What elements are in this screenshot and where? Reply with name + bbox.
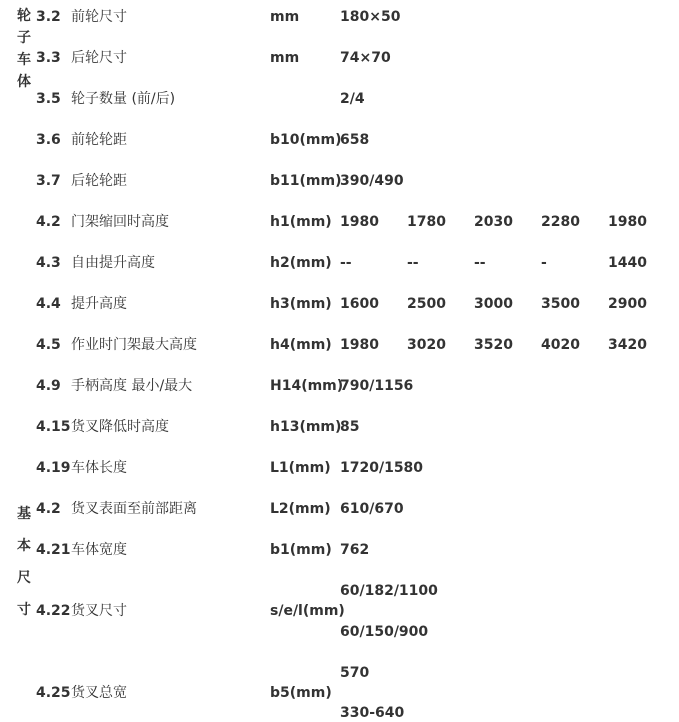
row-unit: b5(mm) xyxy=(270,685,332,701)
row-number: 4.2 xyxy=(36,501,61,517)
row-number: 4.15 xyxy=(36,419,71,435)
row-name: 自由提升高度 xyxy=(71,255,155,271)
row-name: 车体长度 xyxy=(71,460,127,476)
row-value: 1780 xyxy=(407,214,446,230)
row-unit: b11(mm) xyxy=(270,173,342,189)
row-unit: h4(mm) xyxy=(270,337,332,353)
row-name: 作业时门架最大高度 xyxy=(71,337,197,353)
row-value: 610/670 xyxy=(340,501,404,517)
row-number: 3.3 xyxy=(36,50,61,66)
row-name: 货叉尺寸 xyxy=(71,603,127,619)
row-value: -- xyxy=(407,255,419,271)
row-value: 390/490 xyxy=(340,173,404,189)
row-value: 3500 xyxy=(541,296,580,312)
category-char: 尺 xyxy=(17,570,31,586)
row-value: 2030 xyxy=(474,214,513,230)
row-unit: H14(mm) xyxy=(270,378,344,394)
row-value: 570 xyxy=(340,665,370,681)
row-unit: h1(mm) xyxy=(270,214,332,230)
row-value: 85 xyxy=(340,419,360,435)
row-value: 2900 xyxy=(608,296,647,312)
row-value: 3020 xyxy=(407,337,446,353)
row-unit: mm xyxy=(270,50,300,66)
row-value: -- xyxy=(340,255,352,271)
row-name: 前轮轮距 xyxy=(71,132,127,148)
row-name: 货叉降低时高度 xyxy=(71,419,169,435)
row-value: -- xyxy=(474,255,486,271)
row-unit: mm xyxy=(270,9,300,25)
row-name: 车体宽度 xyxy=(71,542,127,558)
row-value: 1720/1580 xyxy=(340,460,424,476)
row-unit: b1(mm) xyxy=(270,542,332,558)
row-unit: L1(mm) xyxy=(270,460,331,476)
category-wheels-body xyxy=(17,9,33,97)
row-value: 1980 xyxy=(340,214,379,230)
row-number: 3.5 xyxy=(36,91,61,107)
row-name: 货叉表面至前部距离 xyxy=(71,501,197,517)
row-number: 4.4 xyxy=(36,296,61,312)
row-value: 1440 xyxy=(608,255,647,271)
row-number: 4.5 xyxy=(36,337,61,353)
row-unit: L2(mm) xyxy=(270,501,331,517)
row-name: 后轮轮距 xyxy=(71,173,127,189)
row-name: 前轮尺寸 xyxy=(71,9,127,25)
row-name: 后轮尺寸 xyxy=(71,50,127,66)
row-value: 3000 xyxy=(474,296,513,312)
row-number: 4.22 xyxy=(36,603,71,619)
category-char: 基 xyxy=(17,506,31,522)
row-value: 790/1156 xyxy=(340,378,414,394)
row-name: 货叉总宽 xyxy=(71,685,127,701)
row-name: 轮子数量 (前/后) xyxy=(71,91,176,107)
row-number: 4.2 xyxy=(36,214,61,230)
row-unit: b10(mm) xyxy=(270,132,342,148)
row-number: 4.19 xyxy=(36,460,71,476)
category-basic-dimensions xyxy=(17,507,33,635)
row-number: 3.7 xyxy=(36,173,61,189)
row-value: 1980 xyxy=(340,337,379,353)
category-char: 车 xyxy=(17,52,31,68)
row-value: 1980 xyxy=(608,214,647,230)
row-number: 3.6 xyxy=(36,132,61,148)
row-unit: h13(mm) xyxy=(270,419,342,435)
row-number: 3.2 xyxy=(36,9,61,25)
row-unit: h3(mm) xyxy=(270,296,332,312)
row-name: 门架缩回时高度 xyxy=(71,214,169,230)
row-value: 1600 xyxy=(340,296,379,312)
category-char: 寸 xyxy=(17,602,31,618)
row-value: 2/4 xyxy=(340,91,365,107)
row-name: 提升高度 xyxy=(71,296,127,312)
row-value: 2280 xyxy=(541,214,580,230)
row-value: 3520 xyxy=(474,337,513,353)
category-char: 体 xyxy=(17,74,31,90)
row-number: 4.3 xyxy=(36,255,61,271)
row-number: 4.21 xyxy=(36,542,71,558)
row-name: 手柄高度 最小/最大 xyxy=(71,378,193,394)
row-unit: h2(mm) xyxy=(270,255,332,271)
category-char: 子 xyxy=(17,30,31,46)
row-number: 4.25 xyxy=(36,685,71,701)
row-value: 180×50 xyxy=(340,9,401,25)
row-value: 74×70 xyxy=(340,50,391,66)
row-value: 4020 xyxy=(541,337,580,353)
category-char: 轮 xyxy=(17,8,31,24)
row-value: 762 xyxy=(340,542,370,558)
row-number: 4.9 xyxy=(36,378,61,394)
row-unit: s/e/l(mm) xyxy=(270,603,345,619)
row-value: 2500 xyxy=(407,296,446,312)
category-char: 本 xyxy=(17,538,31,554)
row-value: 60/182/1100 xyxy=(340,583,438,599)
row-value: 658 xyxy=(340,132,370,148)
row-value: 330-640 xyxy=(340,705,405,721)
row-value: - xyxy=(541,255,547,271)
row-value: 60/150/900 xyxy=(340,624,429,640)
row-value: 3420 xyxy=(608,337,647,353)
